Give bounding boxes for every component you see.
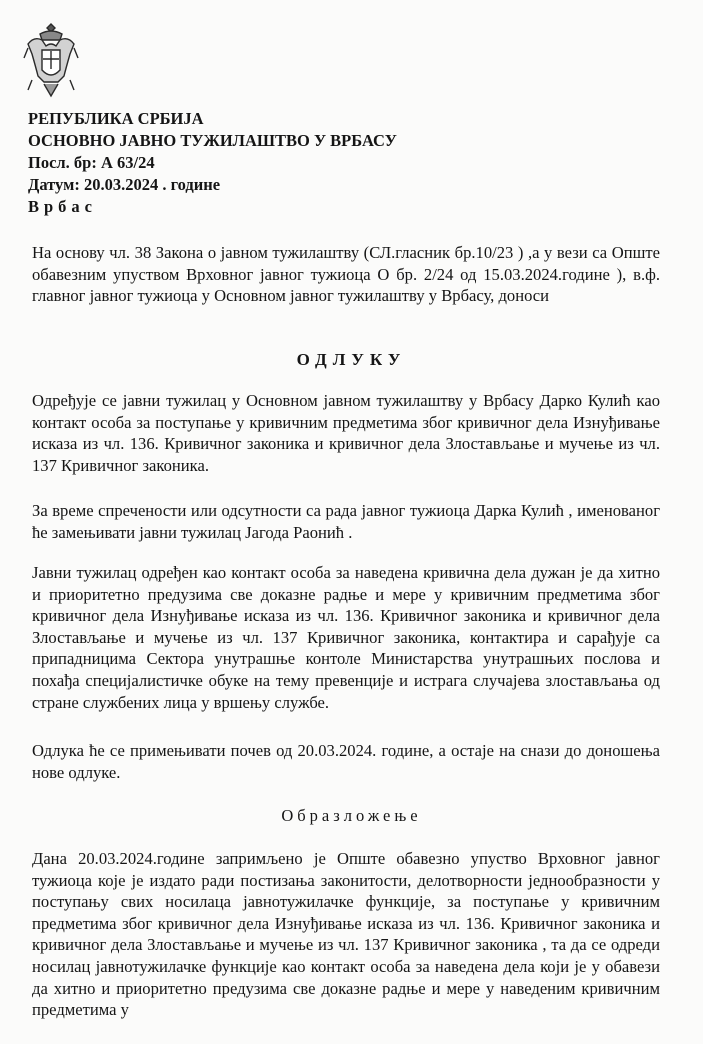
city-name: Врбас bbox=[28, 197, 98, 216]
country-name: РЕПУБЛИКА СРБИЈА bbox=[28, 109, 204, 128]
decision-paragraph-2: За време спречености или одсутности са рада јавног тужиоца Дарка Кулић , именованог ће замењивати јавни тужилац Јагода Раонић . bbox=[32, 501, 660, 542]
document-header bbox=[28, 108, 397, 218]
office-name: ОСНОВНО ЈАВНО ТУЖИЛАШТВО У ВРБАСУ bbox=[28, 131, 397, 150]
document-date: Датум: 20.03.2024 . године bbox=[28, 175, 221, 194]
coat-of-arms-emblem bbox=[22, 20, 80, 100]
decision-title: ОДЛУКУ bbox=[296, 350, 407, 369]
reasoning-paragraph: Дана 20.03.2024.године запримљено је Опште обавезно упуство Врховног јавног тужиоца које је издато ради постизања законитости, делотворности једнообразности у поступању свих носилаца јавнотужилачке функције, за поступање у кривичним предметима због кривичног дела Изнуђивање исказа из чл. 136. Кривичног законика и кривичног дела Злостављање и мучење из чл. 137 Кривичног законика , та да се одреди носилац јавнотужилачке функције као контакт особа за наведена дела који је у обавези да хитно и приоритетно предузима све доказне радње и мере у наведеним кривичним предметима у bbox=[32, 849, 660, 1020]
reasoning-title: Образложење bbox=[281, 806, 422, 825]
case-number: Посл. бр: А 63/24 bbox=[28, 153, 155, 172]
decision-paragraph-4: Одлука ће се примењивати почев од 20.03.2024. године, а остаје на снази до доношења нове одлуке. bbox=[32, 741, 660, 782]
decision-paragraph-3: Јавни тужилац одређен као контакт особа за наведена кривична дела дужан је да хитно и приоритетно предузима све доказне радње и мере у кривичним предметима због кривичног дела Изнуђивање исказа из чл. 136. Кривичног законика и кривичног дела Злостављање и мучење из чл. 137 Кривичног законика, контактира и сарађује са припадницима Сектора унутрашње контоле Министарства унутрашњих послова и похађа специјалистичке обуке на тему превенције и истрага случајева злостављања од стране службених лица у вршењу службе. bbox=[32, 563, 660, 712]
preamble-paragraph: На основу чл. 38 Закона о јавном тужилаштву (СЛ.гласник бр.10/23 ) ,а у вези са Опште обавезним упуством Врховног јавног тужиоца О бр. 2/24 од 15.03.2024.године ), в.ф. главног јавног тужиоца у Основном јавног тужилаштву у Врбасу, доноси bbox=[32, 243, 660, 306]
decision-paragraph-1: Одређује се јавни тужилац у Основном јавном тужилаштву у Врбасу Дарко Кулић као контакт особа за поступање у кривичним предметима због кривичног дела Изнуђивање исказа из чл. 136. Кривичног законика и кривичног дела Злостављање и мучење из чл. 137 Кривичног законика. bbox=[32, 391, 660, 475]
